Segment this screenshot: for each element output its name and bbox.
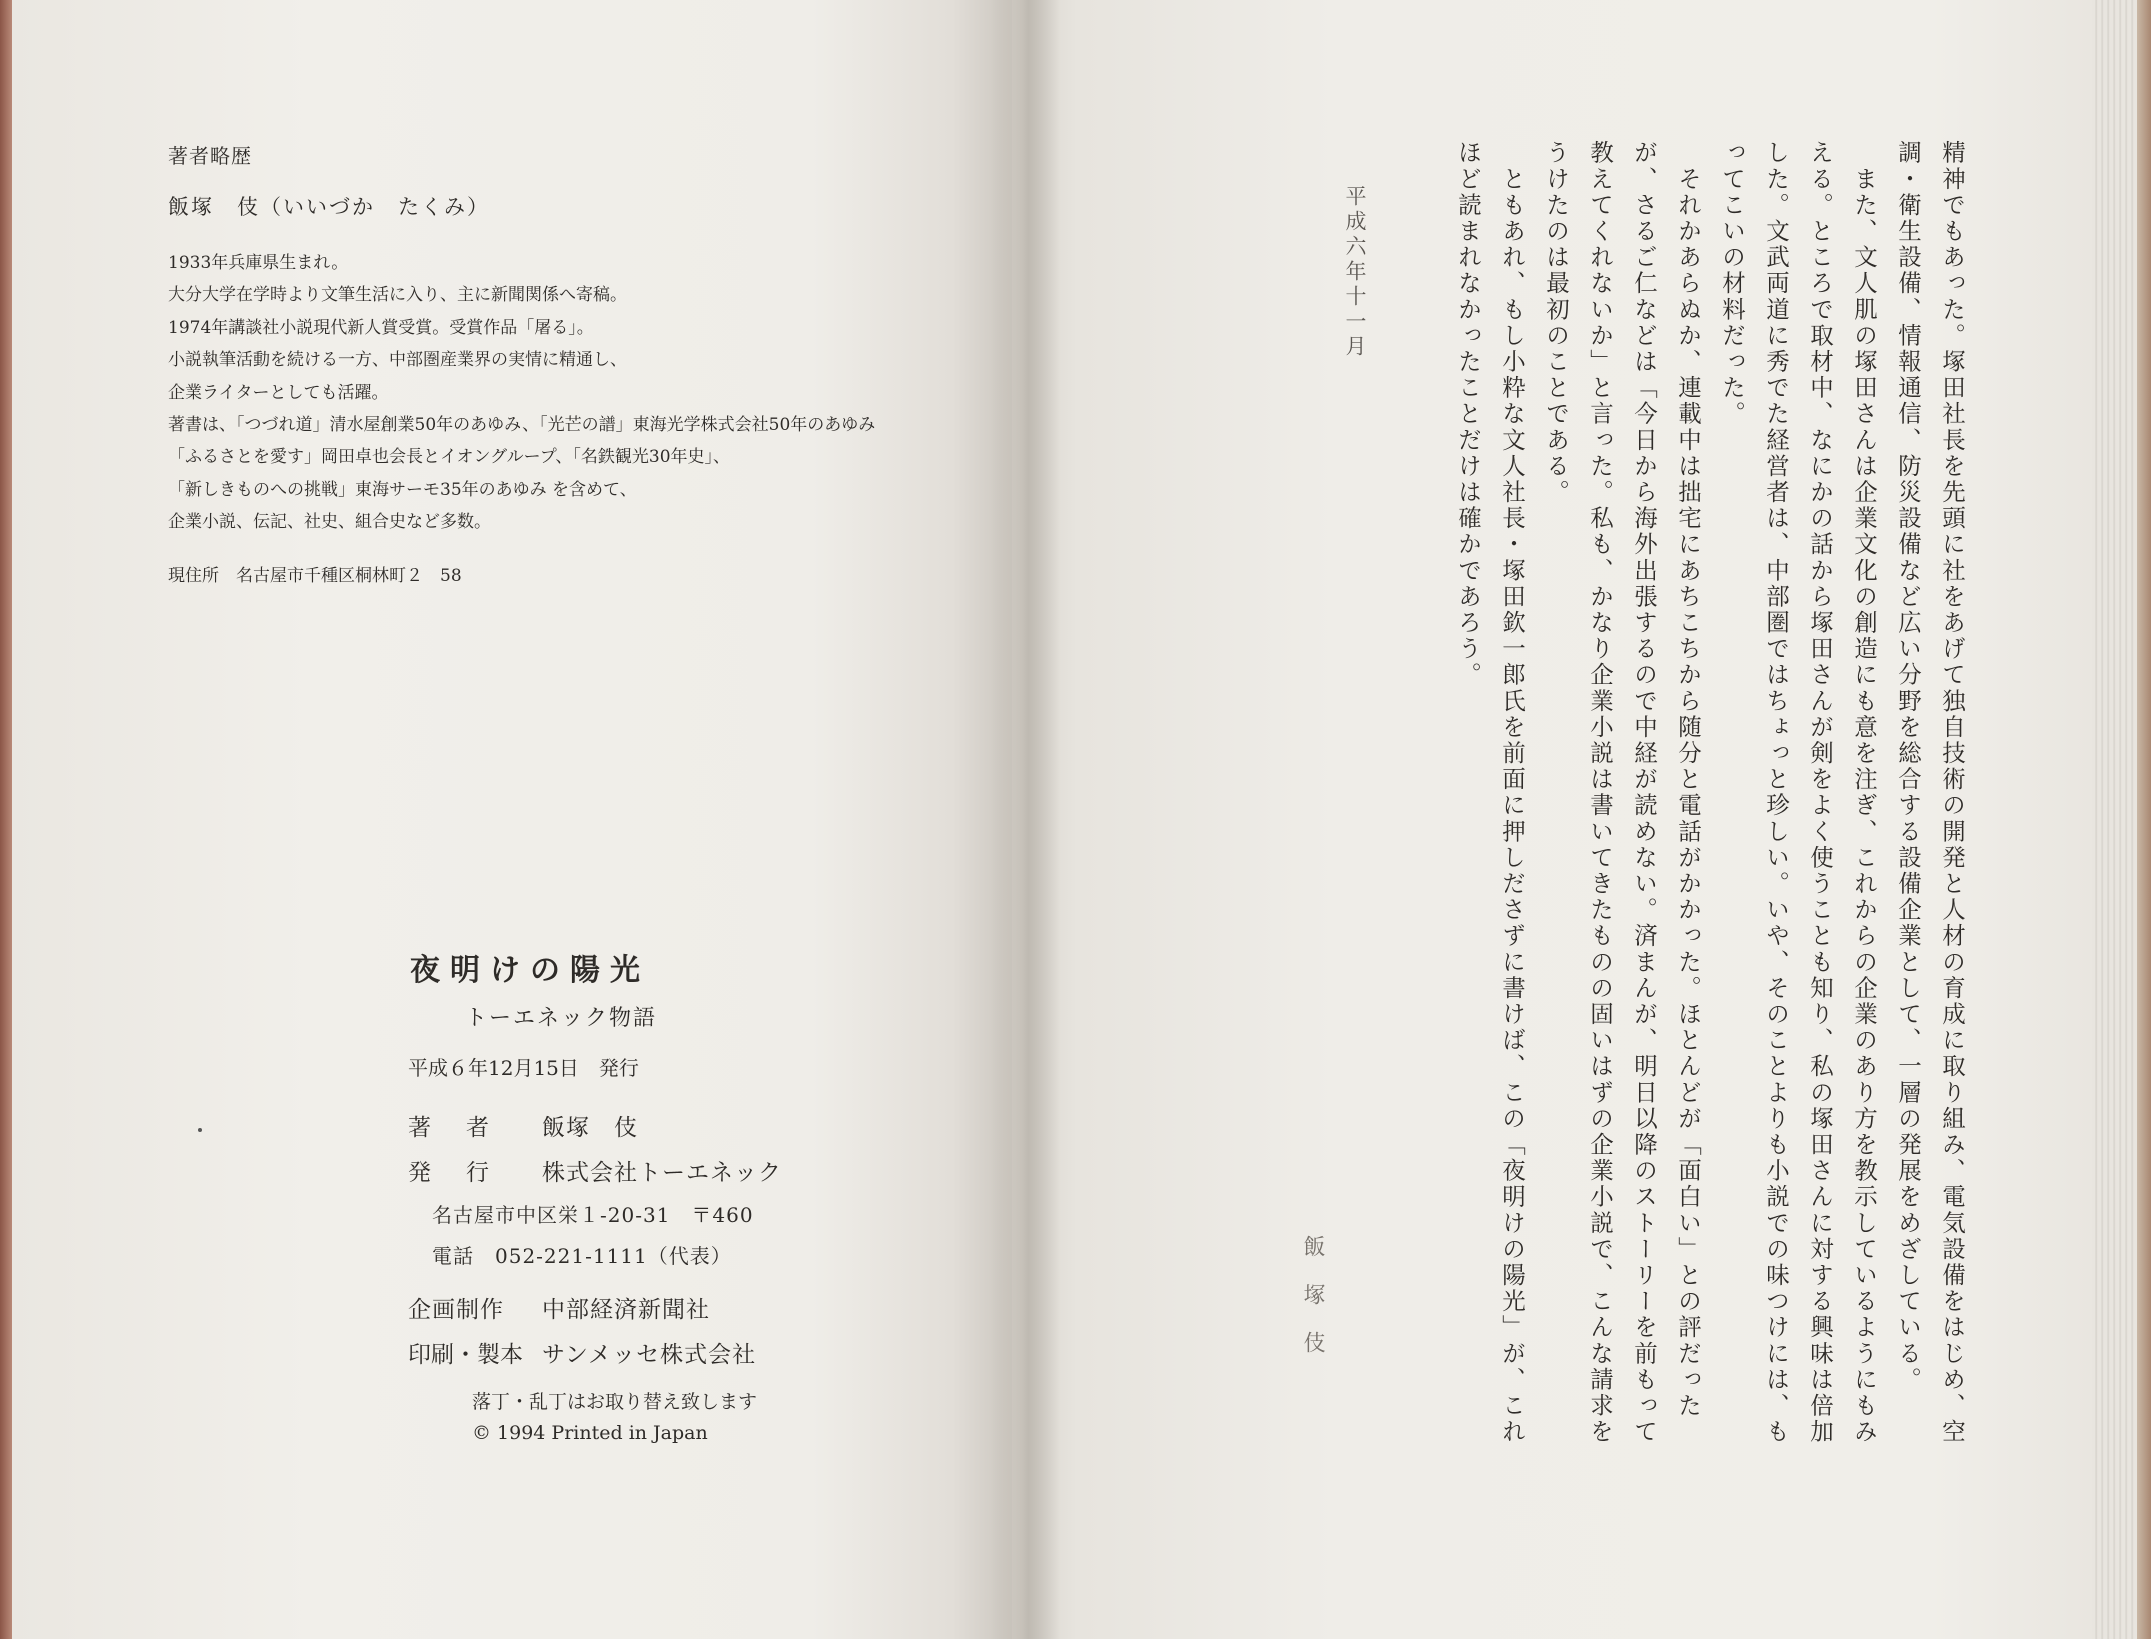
page-stack-edge <box>2092 0 2151 1639</box>
book-gutter <box>990 0 1060 1639</box>
publication-date: 平成６年12月15日 発行 <box>408 1056 639 1080</box>
printing-row <box>408 1336 970 1369</box>
replacement-notice: 落丁・乱丁はお取り替え致します <box>472 1391 758 1413</box>
bio-line: 1974年講談社小説現代新人賞受賞。受賞作品「屠る」。 <box>168 317 594 338</box>
bio-line: 1933年兵庫県生まれ。 <box>168 253 349 273</box>
afterword-text <box>1446 140 1974 1450</box>
publisher-phone: 電話 052-221-1111（代表） <box>432 1244 732 1268</box>
author-row <box>408 1109 970 1142</box>
planning-label: 企画制作 <box>408 1297 504 1323</box>
author-name: 飯塚 伎（いいづか たくみ） <box>168 195 490 219</box>
bio-lines <box>168 247 988 539</box>
bio-line: 企業ライターとしても活躍。 <box>168 382 389 403</box>
bio-line: 「新しきものへの挑戦」東海サーモ35年のあゆみ を含めて、 <box>168 479 637 500</box>
printing-label: 印刷・製本 <box>408 1342 523 1368</box>
book-title: 夜明けの陽光 <box>410 953 650 988</box>
copyright: © 1994 Printed in Japan <box>472 1422 708 1444</box>
afterword-paragraph: それかあらぬか、連載中は拙宅にあちこちから随分と電話がかかった。ほとんどが「面白い」との評だったが、さるご仁などは「今日から海外出張するので中経が読めない。済まんが、明日以降のストーリーを前もって教えてくれないか」と言った。私も、かなり企業小説は書いてきたものの固いはずの企業小説で、こんな請求をうけたのは最初のことである。 <box>1542 140 1702 1445</box>
bio-heading: 著者略歴 <box>168 144 252 168</box>
afterword-date: 平成六年十一月 <box>1343 185 1367 360</box>
bio-line: 企業小説、伝記、社史、組合史など多数。 <box>168 512 491 533</box>
bio-line: 大分大学在学時より文筆生活に入り、主に新聞関係へ寄稿。 <box>168 285 627 306</box>
publisher-row <box>408 1154 970 1187</box>
ink-speck <box>198 1128 202 1132</box>
afterword-paragraph: 精神でもあった。塚田社長を先頭に社をあげて独自技術の開発と人材の育成に取り組み、電気設備をはじめ、空調・衛生設備、情報通信、防災設備など広い分野を総合する設備企業として、一層の発展をめざしている。 <box>1894 140 1966 1445</box>
planning-row <box>408 1291 970 1324</box>
publisher-label: 発 行 <box>408 1160 495 1186</box>
author-bio <box>168 140 988 586</box>
afterword-paragraph: ともあれ、もし小粋な文人社長・塚田欽一郎氏を前面に押しださずに書けば、この「夜明けの陽光」が、これほど読まれなかったことだけは確かであろう。 <box>1454 140 1526 1445</box>
book-subtitle: トーエネック物語 <box>465 1006 658 1031</box>
afterword-paragraph: また、文人肌の塚田さんは企業文化の創造にも意を注ぎ、これからの企業のあり方を教示しているようにもみえる。ところで取材中、なにかの話から塚田さんが剣をよく使うことも知り、私の塚田さんに対する興味は倍加した。文武両道に秀でた経営者は、中部圏ではちょっと珍しい。いや、そのことよりも小説での味つけには、もってこいの材料だった。 <box>1718 140 1878 1445</box>
bio-line: 小説執筆活動を続ける一方、中部圏産業界の実情に精通し、 <box>168 350 627 371</box>
author-value: 飯塚 伎 <box>542 1115 638 1141</box>
publisher-value: 株式会社トーエネック <box>542 1160 782 1186</box>
book-cover-edge <box>0 0 12 1639</box>
publisher-address: 名古屋市中区栄１-20-31 〒460 <box>432 1203 754 1227</box>
printing-value: サンメッセ株式会社 <box>542 1342 757 1368</box>
bio-line: 「ふるさとを愛す」岡田卓也会長とイオングループ、「名鉄観光30年史」、 <box>168 447 731 468</box>
colophon <box>410 945 970 1444</box>
afterword-signature: 飯塚伎 <box>1300 1235 1325 1379</box>
bio-line: 著書は、「つづれ道」清水屋創業50年のあゆみ、「光芒の譜」東海光学株式会社50年のあゆみ <box>168 415 876 436</box>
bio-address: 現住所 名古屋市千種区桐林町２ 58 <box>168 565 462 586</box>
author-label: 著 者 <box>408 1115 495 1141</box>
planning-value: 中部経済新聞社 <box>542 1297 710 1323</box>
